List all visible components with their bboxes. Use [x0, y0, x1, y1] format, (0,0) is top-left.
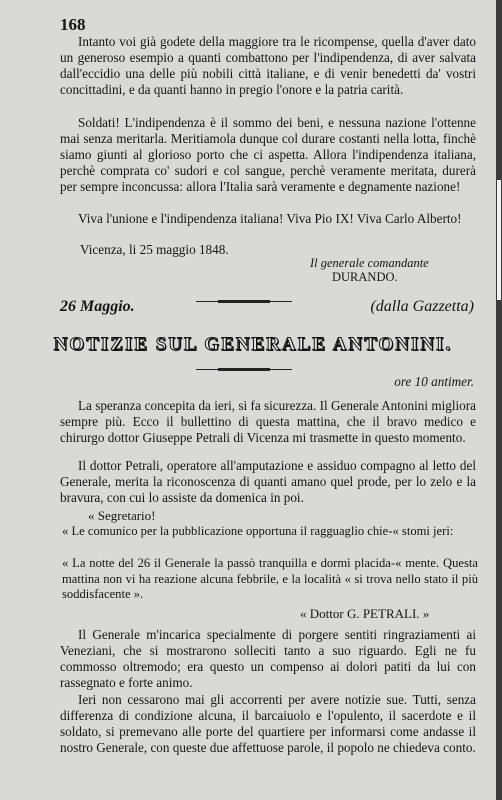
paragraph-soldati: Soldati! L'indipendenza è il sommo dei beni, e nessuna nazione l'ottenne mai senza meritarla. Meritiamola dunque col durare costanti nella lotta, finchè siamo giunti al glorioso porto che ci aspetta. Allora l'indipendenza italiana, perchè comprata co' sudori e col sangue, perchè veramente meritata, durerà per sempre inconcussa: allora l'Italia sarà veramente e degnamente nazione! — [60, 115, 476, 194]
top-rule — [218, 300, 270, 303]
quote-segretario: « Segretario! — [88, 508, 156, 523]
headline: NOTIZIE SUL GENERALE ANTONINI. — [53, 334, 453, 355]
page-number: 168 — [60, 15, 86, 34]
paragraph-petrali: Il dottor Petrali, operatore all'amputazione e assiduo compagno al letto del Generale, merita la riconoscenza di quanti amano quel prode, per lo zelo e la bravura, con cui lo assiste da domenica in poi. — [60, 458, 476, 505]
page-edge — [496, 0, 502, 800]
paragraph-speranza: La speranza concepita da ieri, si fa sicurezza. Il Generale Antonini migliora sempre più. Ecco il bullettino di questa mattina, che il bravo medico e chirurgo dottor Giuseppe Petrali di Vicenza mi trasmette in questo momento. — [60, 398, 477, 445]
time-label: ore 10 antimer. — [394, 374, 474, 389]
bottom-rule — [218, 368, 270, 371]
quote-ragguaglio: « Le comunico per la pubblicazione opportuna il ragguaglio chie-« stomi jeri: — [62, 524, 454, 538]
section-source: (dalla Gazzetta) — [370, 298, 474, 315]
paragraph-ringraziamenti: Il Generale m'incarica specialmente di porgere sentiti ringraziamenti ai Veneziani, che si mostrarono solleciti tanto a suo riguardo. Egli ne fu commosso oltremodo; era questo un compenso ai dolori patiti da lui con rassegnato e forte animo. — [60, 627, 476, 690]
paragraph-viva: Viva l'unione e l'indipendenza italiana! Viva Pio IX! Viva Carlo Alberto! — [78, 211, 462, 226]
edge-paper-strip — [497, 180, 501, 300]
doctor-signature: « Dottor G. PETRALI. » — [300, 606, 430, 621]
signature-name: DURANDO. — [332, 270, 398, 284]
quote-bollettino: « La notte del 26 il Generale la passò tranquilla e dormì placida-« mente. Questa mattina non vi ha reazione alcuna febbrile, e la località « si trova nello stato il più soddisfacente ». — [62, 556, 478, 601]
signature-title: Il generale comandante — [310, 256, 429, 270]
section-date: 26 Maggio. — [60, 298, 135, 315]
paragraph-accorrenti: Ieri non cessarono mai gli accorrenti per avere notizie sue. Tutti, senza differenza di condizione alcuna, il barcaiuolo e l'opulento, il sacerdote e il soldato, si premevano alle porte del quartiere per informarsi come andasse il nostro Generale, con queste due affettuose parole, il popolo ne chiedeva conto. — [60, 692, 476, 755]
paragraph-ricompense: Intanto voi già godete della maggiore tra le ricompense, quella d'aver dato un generoso esempio a quanti combattono per l'indipendenza, di aver salvata dall'eccidio una delle più nobili città italiane, e di venir benedetti da' vostri concittadini, e da quanti hanno in pregio l'onore e la patria carità. — [60, 34, 476, 97]
place-date: Vicenza, li 25 maggio 1848. — [80, 242, 229, 257]
